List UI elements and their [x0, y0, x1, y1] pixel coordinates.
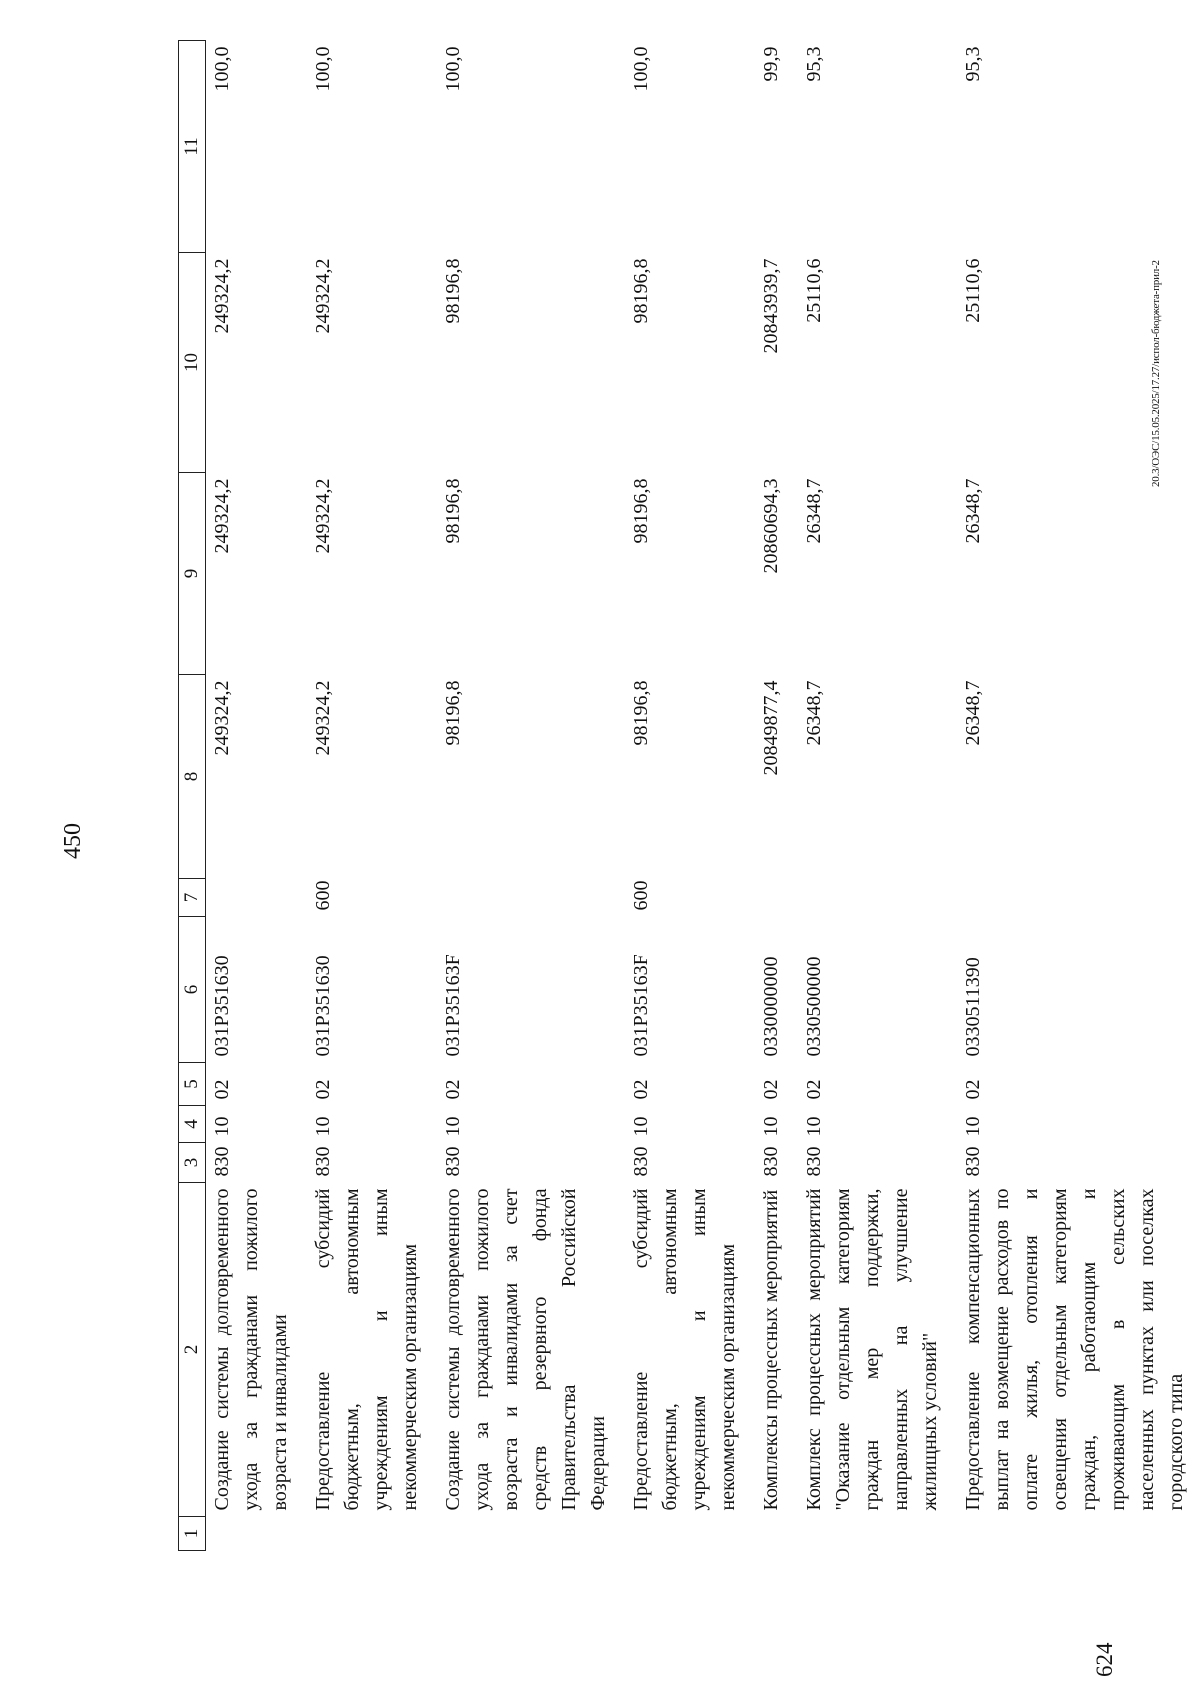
cell-value-10: 20843939,7	[760, 258, 782, 354]
column-header: 1	[179, 1517, 206, 1551]
page-number: 450	[60, 823, 86, 859]
cell-percent: 100,0	[442, 46, 464, 92]
column-header: 10	[179, 253, 206, 473]
cell-value-8: 20849877,4	[760, 680, 782, 776]
cell-expense-type	[755, 879, 798, 917]
cell-value-10: 98196,8	[630, 258, 652, 324]
cell-section: 10	[760, 1116, 782, 1137]
cell-value-10: 98196,8	[442, 258, 464, 324]
cell-department: 830	[630, 1146, 652, 1177]
cell-value-9: 20860694,3	[760, 478, 782, 574]
cell-value-9: 98196,8	[442, 478, 464, 544]
budget-table	[178, 40, 1200, 1551]
cell-number	[957, 1517, 1200, 1551]
cell-value-8: 249324,2	[211, 680, 233, 756]
sheet-number: 624	[1092, 1642, 1117, 1677]
table-row	[957, 41, 1200, 1551]
cell-value-8: 26348,7	[962, 680, 984, 746]
cell-number	[307, 1517, 437, 1551]
cell-number	[206, 1517, 308, 1551]
header-row	[179, 41, 206, 1551]
table-row	[437, 41, 625, 1551]
cell-percent: 99,9	[760, 46, 782, 82]
column-header: 6	[179, 917, 206, 1063]
column-header: 5	[179, 1063, 206, 1106]
column-header: 8	[179, 675, 206, 879]
cell-department: 830	[211, 1146, 233, 1177]
cell-value-10: 249324,2	[312, 258, 334, 334]
cell-expense-type	[798, 879, 957, 917]
cell-name: Создание системы долговременного ухода за гражданами пожилого возраста и инвалидами	[211, 1188, 291, 1511]
footer-note: 20.3/ОЭС/15.05.2025/17.27/испол-бюджета-прил-2	[1150, 260, 1162, 487]
cell-value-9: 26348,7	[803, 478, 825, 544]
column-header: 4	[179, 1106, 206, 1143]
table-row	[755, 41, 798, 1551]
cell-percent: 100,0	[211, 46, 233, 92]
table-row	[625, 41, 755, 1551]
column-header: 9	[179, 473, 206, 675]
cell-section: 10	[803, 1116, 825, 1137]
cell-department: 830	[312, 1146, 334, 1177]
cell-value-9: 98196,8	[630, 478, 652, 544]
cell-section: 10	[211, 1116, 233, 1137]
cell-department: 830	[442, 1146, 464, 1177]
cell-value-10: 249324,2	[211, 258, 233, 334]
table-header	[179, 41, 206, 1551]
cell-target-article: 0330000000	[760, 956, 782, 1057]
cell-expense-type	[437, 879, 625, 917]
table-row	[206, 41, 308, 1551]
cell-expense-type: 600	[630, 880, 652, 911]
cell-subsection: 02	[211, 1079, 233, 1100]
cell-subsection: 02	[312, 1079, 334, 1100]
column-header: 2	[179, 1183, 206, 1517]
cell-subsection: 02	[442, 1079, 464, 1100]
cell-number	[437, 1517, 625, 1551]
column-header: 3	[179, 1143, 206, 1183]
cell-value-8: 249324,2	[312, 680, 334, 756]
table-row	[307, 41, 437, 1551]
cell-name: Предоставление компенсационных выплат на возмещение расходов по оплате жилья, отопления и освещения отдельным категориям граждан, работающим и проживающим в сельских населенных пунктах или поселках городского типа	[962, 1188, 1187, 1511]
cell-target-article: 031P35163F	[630, 954, 652, 1057]
cell-target-article: 031P35163F	[442, 954, 464, 1057]
cell-expense-type: 600	[312, 880, 334, 911]
cell-value-10: 25110,6	[803, 258, 825, 323]
cell-name: Предоставление субсидий бюджетным, автономным учреждениям и иным некоммерческим организациям	[312, 1188, 421, 1511]
cell-number	[625, 1517, 755, 1551]
cell-subsection: 02	[962, 1079, 984, 1100]
cell-target-article: 0330511390	[962, 957, 984, 1057]
cell-target-article: 0330500000	[803, 956, 825, 1057]
table-row	[798, 41, 957, 1551]
cell-value-9: 249324,2	[312, 478, 334, 554]
cell-department: 830	[803, 1146, 825, 1177]
cell-name: Комплекс процессных мероприятий "Оказание отдельным категориям граждан мер поддержки, направленных на улучшение жилищных условий"	[803, 1188, 941, 1511]
cell-name: Комплексы процессных мероприятий	[760, 1189, 782, 1511]
cell-percent: 100,0	[630, 46, 652, 92]
cell-section: 10	[442, 1116, 464, 1137]
cell-number	[798, 1517, 957, 1551]
cell-target-article: 031P351630	[312, 955, 334, 1057]
cell-expense-type	[206, 879, 308, 917]
cell-subsection: 02	[630, 1079, 652, 1100]
cell-section: 10	[630, 1116, 652, 1137]
cell-value-9: 249324,2	[211, 478, 233, 554]
table-body	[206, 41, 1200, 1551]
cell-department: 830	[760, 1146, 782, 1177]
cell-section: 10	[312, 1116, 334, 1137]
cell-department: 830	[962, 1146, 984, 1177]
cell-value-8: 98196,8	[630, 680, 652, 746]
cell-value-8: 26348,7	[803, 680, 825, 746]
cell-section: 10	[962, 1116, 984, 1137]
cell-name: Предоставление субсидий бюджетным, автономным учреждениям и иным некоммерческим организациям	[630, 1188, 739, 1511]
cell-percent: 95,3	[803, 46, 825, 82]
column-header: 11	[179, 41, 206, 253]
cell-name: Создание системы долговременного ухода за гражданами пожилого возраста и инвалидами за счет средств резервного фонда Правительства Российской Федерации	[442, 1188, 609, 1511]
cell-expense-type	[957, 879, 1200, 917]
cell-value-9: 26348,7	[962, 478, 984, 544]
cell-value-10: 25110,6	[962, 258, 984, 323]
cell-number	[755, 1517, 798, 1551]
cell-subsection: 02	[760, 1079, 782, 1100]
cell-value-8: 98196,8	[442, 680, 464, 746]
cell-target-article: 031P351630	[211, 955, 233, 1057]
cell-percent: 95,3	[962, 46, 984, 82]
cell-percent: 100,0	[312, 46, 334, 92]
cell-subsection: 02	[803, 1079, 825, 1100]
column-header: 7	[179, 879, 206, 917]
